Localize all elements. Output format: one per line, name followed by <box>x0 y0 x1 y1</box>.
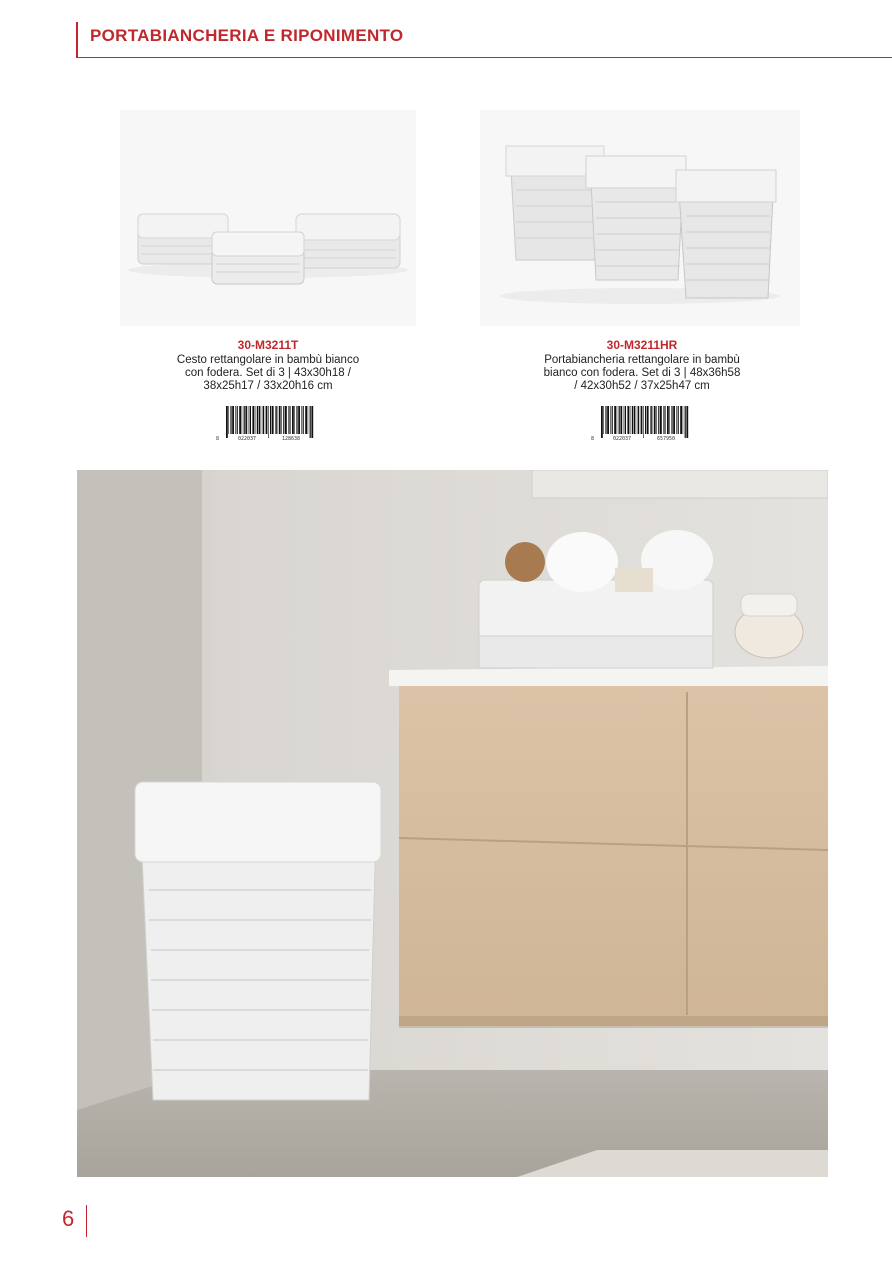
product-image-hampers <box>480 110 800 326</box>
barcode-bar <box>663 406 664 434</box>
barcode-bar <box>228 406 229 434</box>
barcode-left-digits: 022037 <box>238 436 257 442</box>
product-code: 30-M3211T <box>237 338 299 352</box>
bathroom-scene-illustration <box>77 470 828 1177</box>
barcode-bar <box>257 406 258 434</box>
barcode-bar <box>651 406 652 434</box>
barcode-bar <box>308 406 309 434</box>
barcode-bar <box>637 406 638 434</box>
barcode-bar <box>676 406 677 434</box>
barcode-bar <box>658 406 659 434</box>
product-image-baskets <box>120 110 416 326</box>
barcode-bar <box>624 406 625 434</box>
barcode-bar <box>680 406 682 434</box>
barcode-bar <box>667 406 669 434</box>
section-title: PORTABIANCHERIA E RIPONIMENTO <box>90 26 404 45</box>
barcode-bar <box>650 406 651 434</box>
description-line: Portabiancheria rettangolare in bambù <box>544 354 740 366</box>
barcode-bar <box>607 406 609 434</box>
barcode-bar <box>669 406 670 434</box>
barcode-bar <box>226 406 228 438</box>
barcode-bar <box>678 406 679 434</box>
description-line: / 42x30h52 / 37x25h47 cm <box>574 380 710 392</box>
barcode-bar <box>279 406 281 434</box>
header-accent-bar <box>76 22 78 58</box>
description-line: 38x25h17 / 33x20h16 cm <box>203 380 333 392</box>
barcode-bar <box>654 406 656 434</box>
barcode-bar <box>301 406 302 434</box>
barcode-bar <box>288 406 289 434</box>
barcode-bar <box>266 406 268 434</box>
barcode-bar <box>310 406 311 438</box>
barcode-prefix: 8 <box>216 436 220 442</box>
barcode-bar <box>610 406 611 434</box>
page-number: 6 <box>62 1206 75 1231</box>
barcode-bar <box>685 406 686 438</box>
barcode-bar <box>643 406 644 438</box>
bathroom-scene-photo <box>77 470 828 1177</box>
product-description <box>512 354 772 393</box>
page-number-divider <box>86 1205 87 1237</box>
barcode-bar <box>645 406 646 434</box>
barcode-bar <box>244 406 245 434</box>
barcode-bar <box>671 406 672 434</box>
barcode-bar <box>603 406 604 434</box>
barcode-bar <box>294 406 295 434</box>
barcode-bar <box>292 406 294 434</box>
barcode-bar <box>311 406 313 438</box>
barcode-bar <box>612 406 613 434</box>
barcode <box>212 404 322 442</box>
description-line: con fodera. Set di 3 | 43x30h18 / <box>184 367 352 379</box>
description-line: Cesto rettangolare in bambù bianco <box>176 354 360 366</box>
barcode-bar <box>660 406 662 434</box>
barcode-prefix: 8 <box>591 436 595 442</box>
product-code: 30-M3211HR <box>606 338 678 352</box>
barcode-bar <box>296 406 297 434</box>
barcode-bar <box>686 406 688 438</box>
barcode-bar <box>237 406 238 434</box>
barcode-bar <box>259 406 261 434</box>
product-description <box>138 354 398 393</box>
barcode-bar <box>263 406 264 434</box>
barcode-bar <box>262 406 263 434</box>
barcode-bar <box>656 406 657 434</box>
barcode-bar <box>239 406 241 434</box>
barcode-bar <box>303 406 304 434</box>
barcode-bar <box>283 406 284 434</box>
barcode-bar <box>647 406 649 434</box>
barcode-bar <box>619 406 620 434</box>
barcode-bar <box>230 406 231 434</box>
barcode-bar <box>232 406 234 434</box>
barcode-bar <box>634 406 636 434</box>
barcode-bar <box>617 406 618 434</box>
barcode-bar <box>249 406 250 434</box>
barcode-bar <box>305 406 307 434</box>
barcode-bar <box>268 406 269 438</box>
barcode-bar <box>272 406 274 434</box>
barcode <box>587 404 697 442</box>
barcode-right-digits: 657950 <box>657 436 676 442</box>
barcode-bar <box>242 406 243 434</box>
barcode-bar <box>632 406 633 434</box>
barcode-bar <box>285 406 287 434</box>
barcode-bar <box>673 406 675 434</box>
barcode-bar <box>605 406 606 434</box>
barcode-bar <box>630 406 631 434</box>
barcode-bar <box>298 406 300 434</box>
header-divider <box>76 57 892 58</box>
barcode-bar <box>255 406 256 434</box>
barcode-bar <box>281 406 282 434</box>
barcode-bar <box>235 406 236 434</box>
barcode-bar <box>601 406 603 438</box>
barcode-bar <box>638 406 639 434</box>
barcode-left-digits: 022037 <box>613 436 632 442</box>
description-line: bianco con fodera. Set di 3 | 48x36h58 <box>543 367 741 379</box>
barcode-bar <box>625 406 626 434</box>
hampers-illustration <box>480 110 800 326</box>
barcode-bar <box>289 406 290 434</box>
barcode-bar <box>664 406 665 434</box>
barcode-bar <box>683 406 684 434</box>
barcode-bar <box>276 406 277 434</box>
barcode-bar <box>620 406 622 434</box>
barcode-bar <box>614 406 616 434</box>
barcode-bar <box>641 406 643 434</box>
barcode-bar <box>245 406 247 434</box>
barcode-bar <box>275 406 276 434</box>
barcode-bar <box>627 406 629 434</box>
baskets-illustration <box>120 110 416 326</box>
barcode-bar <box>270 406 271 434</box>
barcode-bar <box>252 406 254 434</box>
barcode-bar <box>250 406 251 434</box>
barcode-right-digits: 128638 <box>282 436 301 442</box>
